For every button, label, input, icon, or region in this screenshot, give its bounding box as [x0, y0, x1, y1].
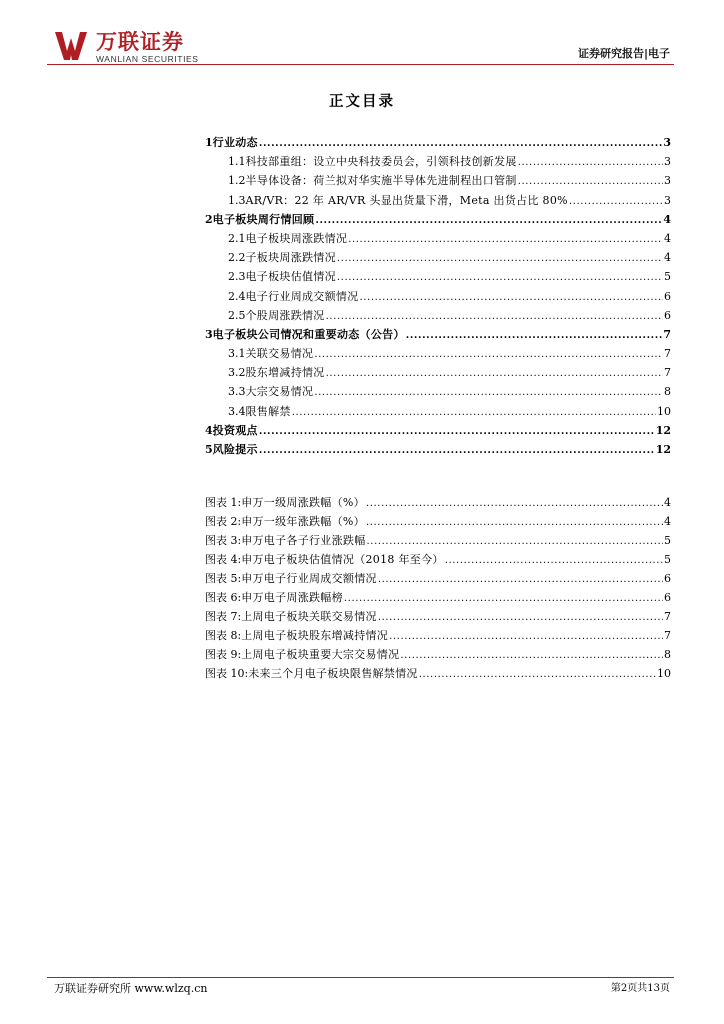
toc-entry[interactable]: [205, 306, 671, 325]
dot-leader: [337, 268, 663, 287]
toc-entry[interactable]: [205, 402, 671, 421]
dot-leader: [348, 230, 663, 249]
toc-entry[interactable]: [205, 363, 671, 382]
toc-entry-page: 12: [655, 423, 671, 437]
toc-entry-title: 电子板块估值情况: [245, 270, 336, 284]
figure-entry[interactable]: [205, 531, 671, 550]
footer-divider: [47, 977, 674, 978]
dot-leader: [326, 307, 663, 326]
toc-entry-page: 4: [663, 212, 671, 226]
toc-entry-page: 3: [664, 193, 671, 207]
figure-entry-label: 图表 7:: [205, 610, 242, 623]
toc-entry-title: 电子板块公司情况和重要动态（公告）: [212, 327, 405, 341]
figure-entry-title: 申万一级周涨跌幅（%）: [241, 496, 365, 509]
dot-leader: [259, 441, 655, 460]
figure-entry-label: 图表 9:: [205, 648, 242, 661]
dot-leader: [259, 134, 662, 153]
figure-entry-title: 上周电子板块股东增减持情况: [241, 629, 389, 642]
figure-entry-label: 图表 2:: [205, 515, 242, 528]
toc-entry[interactable]: [205, 191, 671, 210]
figure-entry-title: 未来三个月电子板块限售解禁情况: [248, 667, 418, 680]
toc-entry[interactable]: [205, 152, 671, 171]
toc-entry-title: 关联交易情况: [245, 347, 314, 361]
toc-entry-number: 3.3: [228, 385, 246, 399]
figure-entry-title: 申万一级年涨跌幅（%）: [241, 515, 365, 528]
figure-entry[interactable]: [205, 607, 671, 626]
toc-entry[interactable]: [205, 382, 671, 401]
toc-entry-page: 6: [664, 289, 671, 303]
toc-entry-number: 3: [205, 327, 213, 341]
toc-entry[interactable]: [205, 210, 671, 229]
dot-leader: [400, 646, 663, 665]
footer-source: 万联证券研究所 www.wlzq.cn: [54, 982, 208, 995]
figure-entry[interactable]: [205, 493, 671, 512]
toc-entry-page: 7: [664, 347, 671, 361]
toc-entry-page: 7: [664, 366, 671, 380]
dot-leader: [315, 211, 662, 230]
figure-entry-page: 8: [664, 648, 671, 661]
toc-entry-page: 4: [664, 251, 671, 265]
dot-leader: [326, 364, 663, 383]
toc-entry-page: 5: [664, 270, 671, 284]
toc-entry[interactable]: [205, 267, 671, 286]
figure-entry-page: 5: [664, 534, 671, 547]
toc-entry-number: 3.1: [228, 347, 246, 361]
dot-leader: [389, 627, 663, 646]
dot-leader: [569, 192, 663, 211]
dot-leader: [518, 153, 663, 172]
figure-entry-page: 10: [657, 667, 671, 680]
toc-entry-page: 4: [664, 231, 671, 245]
figure-entry-label: 图表 5:: [205, 572, 242, 585]
figure-entry[interactable]: [205, 588, 671, 607]
figure-entry-label: 图表 10:: [205, 667, 249, 680]
figure-entry-label: 图表 8:: [205, 629, 242, 642]
figure-entry-label: 图表 3:: [205, 534, 242, 547]
toc-entry-title: 行业动态: [212, 136, 258, 149]
dot-leader: [419, 665, 656, 684]
toc-entry[interactable]: [205, 133, 671, 152]
toc-entry[interactable]: [205, 344, 671, 363]
figure-entry[interactable]: [205, 569, 671, 588]
figure-entry-label: 图表 4:: [205, 553, 242, 566]
figure-entry-title: 申万电子板块估值情况（2018 年至今）: [241, 553, 444, 566]
header-divider: [47, 64, 674, 65]
figure-entry-page: 5: [664, 553, 671, 566]
toc-entry-number: 2.2: [228, 251, 246, 265]
toc-entry-number: 2.3: [228, 270, 246, 284]
figure-entry-page: 4: [664, 496, 671, 509]
toc-entry-title: 投资观点: [212, 423, 258, 437]
toc-entry-title: 大宗交易情况: [245, 385, 314, 399]
figure-entry-label: 图表 6:: [205, 591, 242, 604]
toc-entry-page: 12: [655, 443, 671, 456]
toc-entry-title: 电子板块周行情回顾: [212, 212, 315, 226]
figure-entry[interactable]: [205, 512, 671, 531]
dot-leader: [406, 326, 663, 345]
dot-leader: [378, 570, 663, 589]
dot-leader: [366, 513, 663, 532]
toc-entry-number: 5: [205, 443, 213, 456]
dot-leader: [378, 608, 663, 627]
toc-entry-title: 限售解禁: [245, 404, 291, 418]
toc-entry-number: 2.5: [228, 308, 246, 322]
figure-entry[interactable]: [205, 626, 671, 645]
toc-entry-number: 3.4: [228, 404, 246, 418]
logo-w-icon: [54, 29, 88, 63]
toc-entry-title: 科技部重组：设立中央科技委员会，引领科技创新发展: [245, 155, 517, 169]
figure-entry-title: 上周电子板块重要大宗交易情况: [241, 648, 400, 661]
figure-entry-page: 7: [664, 629, 671, 642]
toc-entry[interactable]: [205, 171, 671, 190]
figure-entry-title: 上周电子板块关联交易情况: [241, 610, 377, 623]
dot-leader: [445, 551, 663, 570]
dot-leader: [360, 288, 664, 307]
toc-entry[interactable]: [205, 229, 671, 248]
dot-leader: [259, 422, 655, 441]
toc-entry-number: 1.2: [228, 174, 246, 188]
figure-entry-title: 申万电子各子行业涨跌幅: [241, 534, 366, 547]
figure-entry[interactable]: [205, 550, 671, 569]
toc-entry-title: 风险提示: [212, 443, 258, 456]
toc-entry-page: 7: [663, 327, 671, 341]
toc-entry-title: 电子板块周涨跌情况: [245, 231, 348, 245]
toc-entry-title: 股东增减持情况: [245, 366, 325, 380]
toc-entry[interactable]: [205, 325, 671, 344]
dot-leader: [314, 345, 663, 364]
toc-entry-title: 个股周涨跌情况: [245, 308, 325, 322]
toc-entry-page: 3: [664, 155, 671, 169]
page-title: 正文目录: [329, 94, 395, 110]
toc-entry-title: 电子行业周成交额情况: [245, 289, 359, 303]
toc-entry[interactable]: [205, 287, 671, 306]
figure-entry-page: 6: [664, 591, 671, 604]
figure-entry[interactable]: [205, 645, 671, 664]
toc-entry[interactable]: [205, 421, 671, 440]
toc-entry-number: 1.3: [228, 193, 246, 207]
dot-leader: [314, 383, 663, 402]
page-number: 第2页共13页: [610, 983, 670, 994]
figure-entry-label: 图表 1:: [205, 496, 242, 509]
figure-entry-title: 申万电子周涨跌幅榜: [241, 591, 343, 604]
toc-entry-number: 3.2: [228, 366, 246, 380]
figure-entry-title: 申万电子行业周成交额情况: [241, 572, 377, 585]
dot-leader: [344, 589, 663, 608]
toc-entry-page: 3: [663, 136, 671, 149]
toc-entry[interactable]: [205, 248, 671, 267]
toc-entry-title: AR/VR：22 年 AR/VR 头显出货量下滑，Meta 出货占比 80%: [245, 193, 568, 207]
figure-entry-page: 7: [664, 610, 671, 623]
toc-entry-number: 2.4: [228, 289, 246, 303]
dot-leader: [366, 494, 663, 513]
figure-entry-page: 6: [664, 572, 671, 585]
dot-leader: [337, 249, 663, 268]
toc-entry-title: 子板块周涨跌情况: [245, 251, 336, 265]
toc-entry-number: 2.1: [228, 231, 246, 245]
toc-entry-page: 6: [664, 308, 671, 322]
figure-entry[interactable]: [205, 664, 671, 683]
report-category: 证券研究报告|电子: [577, 47, 670, 60]
figure-entry-page: 4: [664, 515, 671, 528]
dot-leader: [292, 403, 656, 422]
toc-entry-number: 2: [205, 212, 213, 226]
toc-entry-title: 半导体设备：荷兰拟对华实施半导体先进制程出口管制: [245, 174, 517, 188]
toc-entry[interactable]: [205, 440, 671, 459]
toc-entry-page: 10: [657, 404, 671, 418]
toc-entry-page: 3: [664, 174, 671, 188]
dot-leader: [367, 532, 663, 551]
table-of-contents: [205, 133, 671, 459]
logo-text-cn: 万联证券: [96, 30, 184, 54]
toc-entry-number: 4: [205, 423, 213, 437]
toc-entry-page: 8: [664, 385, 671, 399]
toc-entry-number: 1.1: [228, 155, 246, 169]
figure-list: [205, 493, 671, 683]
toc-entry-number: 1: [205, 136, 213, 149]
dot-leader: [518, 172, 663, 191]
logo-text-en: WANLIAN SECURITIES: [96, 54, 199, 64]
